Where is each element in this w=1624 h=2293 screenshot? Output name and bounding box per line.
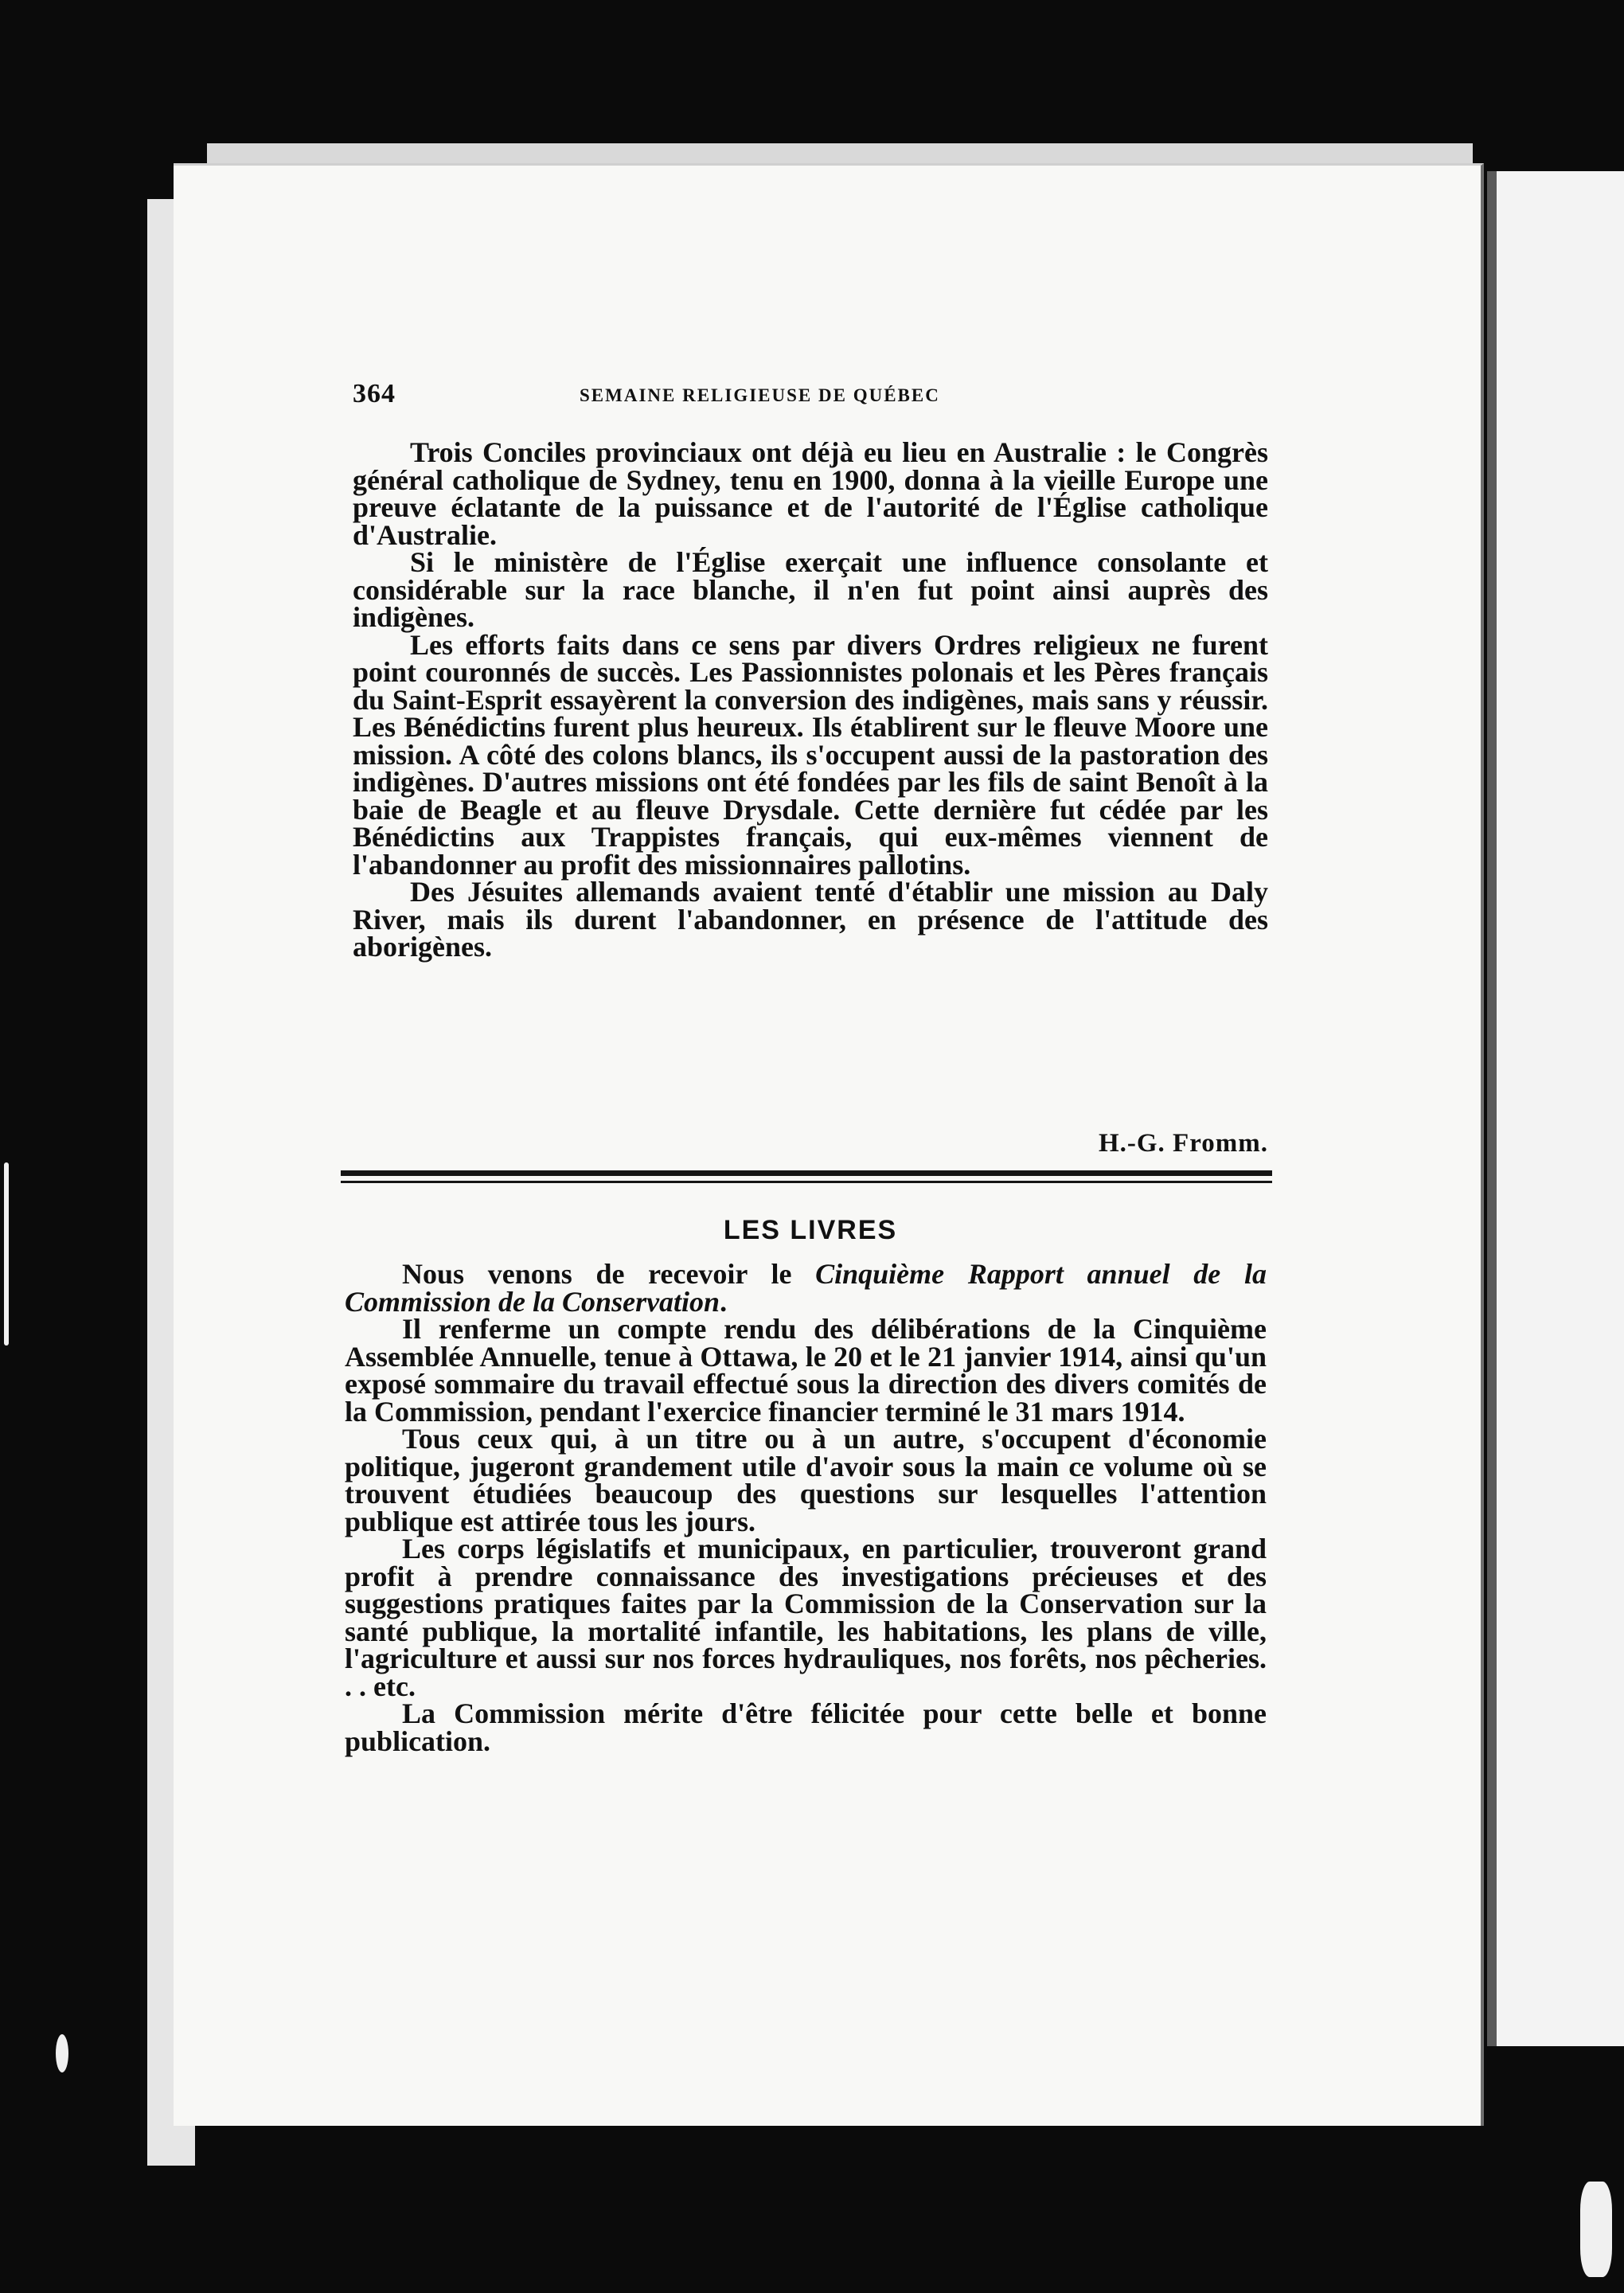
books-review-body	[345, 1260, 1267, 1755]
article-paragraph: Si le ministère de l'Église exerçait une influence consolante et considérable sur la race blanche, il n'en fut point ainsi auprès des indigènes.	[353, 546, 1268, 633]
article-paragraph: Trois Conciles provinciaux ont déjà eu lieu en Australie : le Congrès général catholique de Sydney, tenu en 1900, donna à la vieille Europe une preuve éclatante de la puissance et de l'autorité de l'Église catholique d'Australie.	[353, 436, 1268, 551]
section-divider-thick	[341, 1170, 1272, 1176]
article-body	[353, 436, 1268, 963]
review-intro-end: .	[720, 1285, 728, 1318]
article-paragraph: Des Jésuites allemands avaient tenté d'établir une mission au Daly River, mais ils durent l'abandonner, en présence de l'attitude des aborigènes.	[353, 876, 1268, 963]
review-intro-paragraph	[345, 1258, 1267, 1318]
review-paragraph: Les corps législatifs et municipaux, en particulier, trouveront grand profit à prendre connaissance des investigations précieuses et des suggestions pratiques faites par la Commission de la Conservation sur la santé publique, la mortalité infantile, les habitations, les plans de ville, l'agriculture et aussi sur nos forces hydrauliques, nos forêts, nos pêcheries. . . etc.	[345, 1533, 1267, 1702]
adjacent-page-edge	[1487, 171, 1624, 2114]
review-paragraph: Il renferme un compte rendu des délibérations de la Cinquième Assemblée Annuelle, tenue à Ottawa, le 20 et le 21 janvier 1914, ainsi qu'un exposé sommaire du travail effectué sous la direction des divers comités de la Commission, pendant l'exercice financier terminé le 31 mars 1914.	[345, 1313, 1267, 1428]
page-number: 364	[353, 379, 396, 408]
dust-speck	[4, 1162, 9, 1346]
dust-speck	[56, 2034, 68, 2072]
report-title: Cinquième Rapport annuel de la Commission de la Conservation	[345, 1258, 1267, 1318]
page-header	[353, 379, 1268, 411]
article-signature: H.-G. Fromm.	[1098, 1129, 1268, 1158]
review-paragraph: La Commission mérite d'être félicitée pour cette belle et bonne publication.	[345, 1697, 1267, 1757]
review-intro-text: Nous venons de recevoir le	[402, 1258, 816, 1290]
section-title: LES LIVRES	[723, 1215, 898, 1245]
article-paragraph: Les efforts faits dans ce sens par divers Ordres religieux ne furent point couronnés de succès. Les Passionnistes polonais et les Pères français du Saint-Esprit essayèrent la conversion des indigènes, mais sans y réussir. Les Bénédictins furent plus heureux. Ils établirent sur le fleuve Moore une mission. A côté des colons blancs, ils s'occupent aussi de la pastoration des indigènes. D'autres missions ont été fondées par les fils de saint Benoît à la baie de Beagle et au fleuve Drysdale. Cette dernière fut cédée par les Bénédictins aux Trappistes français, qui eux-mêmes viennent de l'abandonner au profit des missionnaires pallotins.	[353, 628, 1268, 881]
running-title: SEMAINE RELIGIEUSE DE QUÉBEC	[580, 385, 940, 405]
dust-speck	[1580, 2182, 1612, 2277]
section-divider-thin	[341, 1181, 1272, 1183]
document-page	[174, 163, 1484, 2126]
review-paragraph: Tous ceux qui, à un titre ou à un autre, s'occupent d'économie politique, jugeront grandement utile d'avoir sous la main ce volume où se trouvent étudiées beaucoup des questions sur lesquelles l'attention publique est attirée tous les jours.	[345, 1423, 1267, 1537]
